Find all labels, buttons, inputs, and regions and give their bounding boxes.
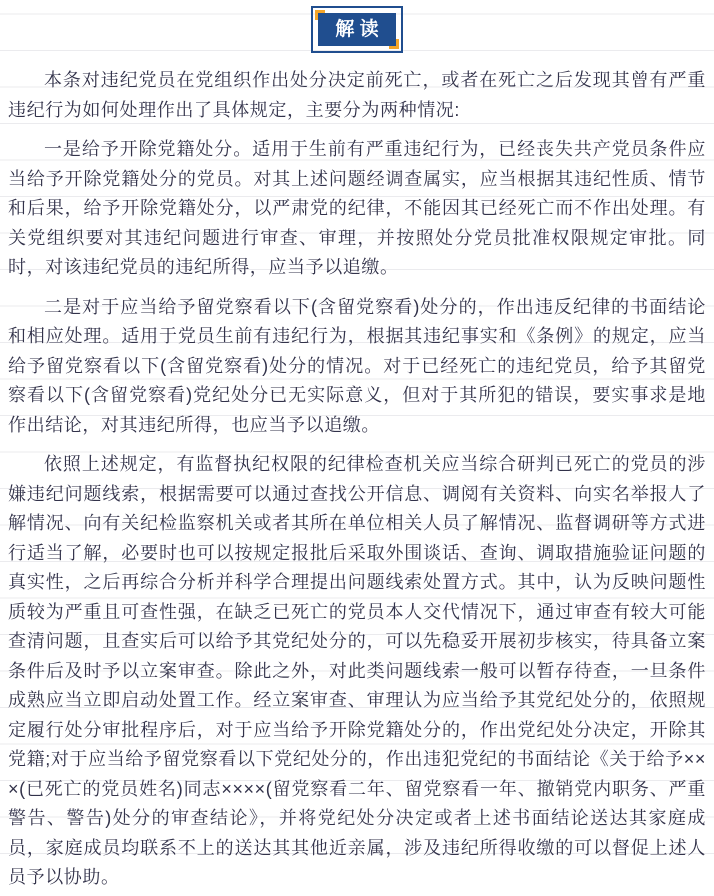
paragraph: 依照上述规定，有监督执纪权限的纪律检查机关应当综合研判已死亡的党员的涉嫌违纪问题线索，根据需要可以通过查找公开信息、调阅有关资料、向实名举报人了解情况、向有关纪检监察机关或者其所在单位相关人员了解情况、监督调研等方式进行适当了解，必要时也可以按规定报批后采取外围谈话、查询、调取措施验证问题的真实性，之后再综合分析并科学合理提出问题线索处置方式。其中，认为反映问题性质较为严重且可查性强，在缺乏已死亡的党员本人交代情况下，通过审查有较大可能查清问题，且查实后可以给予其党纪处分的，可以先稳妥开展初步核实，待具备立案条件后及时予以立案审查。除此之外，对此类问题线索一般可以暂存待查，一旦条件成熟应当立即启动处置工作。经立案审查、审理认为应当给予其党纪处分的，依照规定履行处分审批程序后，对于应当给予开除党籍处分的，作出党纪处分决定，开除其党籍;对于应当给予留党察看以下党纪处分的，作出违犯党纪的书面结论《关于给予×××(已死亡的党员姓名)同志××××(留党察看二年、留党察看一年、撤销党内职务、严重警告、警告)处分的审查结论》，并将党纪处分决定或者上述书面结论送达其家庭成员，家庭成员均联系不上的送达其其他近亲属，涉及违纪所得收缴的可以督促上述人员予以协助。	[8, 454, 706, 887]
paragraph: 本条对违纪党员在党组织作出处分决定前死亡，或者在死亡之后发现其曾有严重违纪行为如何处理作出了具体规定，主要分为两种情况:	[8, 70, 706, 120]
badge-row	[0, 0, 714, 53]
paragraph: 一是给予开除党籍处分。适用于生前有严重违纪行为，已经丧失共产党员条件应当给予开除党籍处分的党员。对其上述问题经调查属实，应当根据其违纪性质、情节和后果，给予开除党籍处分，以严肃党的纪律，不能因其已经死亡而不作出处理。有关党组织要对其违纪问题进行审查、审理，并按照处分党员批准权限规定审批。同时，对该违纪党员的违纪所得，应当予以追缴。	[8, 139, 706, 277]
paragraph: 二是对于应当给予留党察看以下(含留党察看)处分的，作出违反纪律的书面结论和相应处理。适用于党员生前有违纪行为，根据其违纪事实和《条例》的规定，应当给予留党察看以下(含留党察看)处分的情况。对于已经死亡的违纪党员，给予其留党察看以下(含留党察看)党纪处分已无实际意义，但对于其所犯的错误，要实事求是地作出结论，对其违纪所得，也应当予以追缴。	[8, 296, 706, 435]
interpretation-badge	[311, 6, 402, 53]
article-body	[0, 53, 714, 893]
interpretation-badge-label: 解 读	[318, 13, 395, 46]
